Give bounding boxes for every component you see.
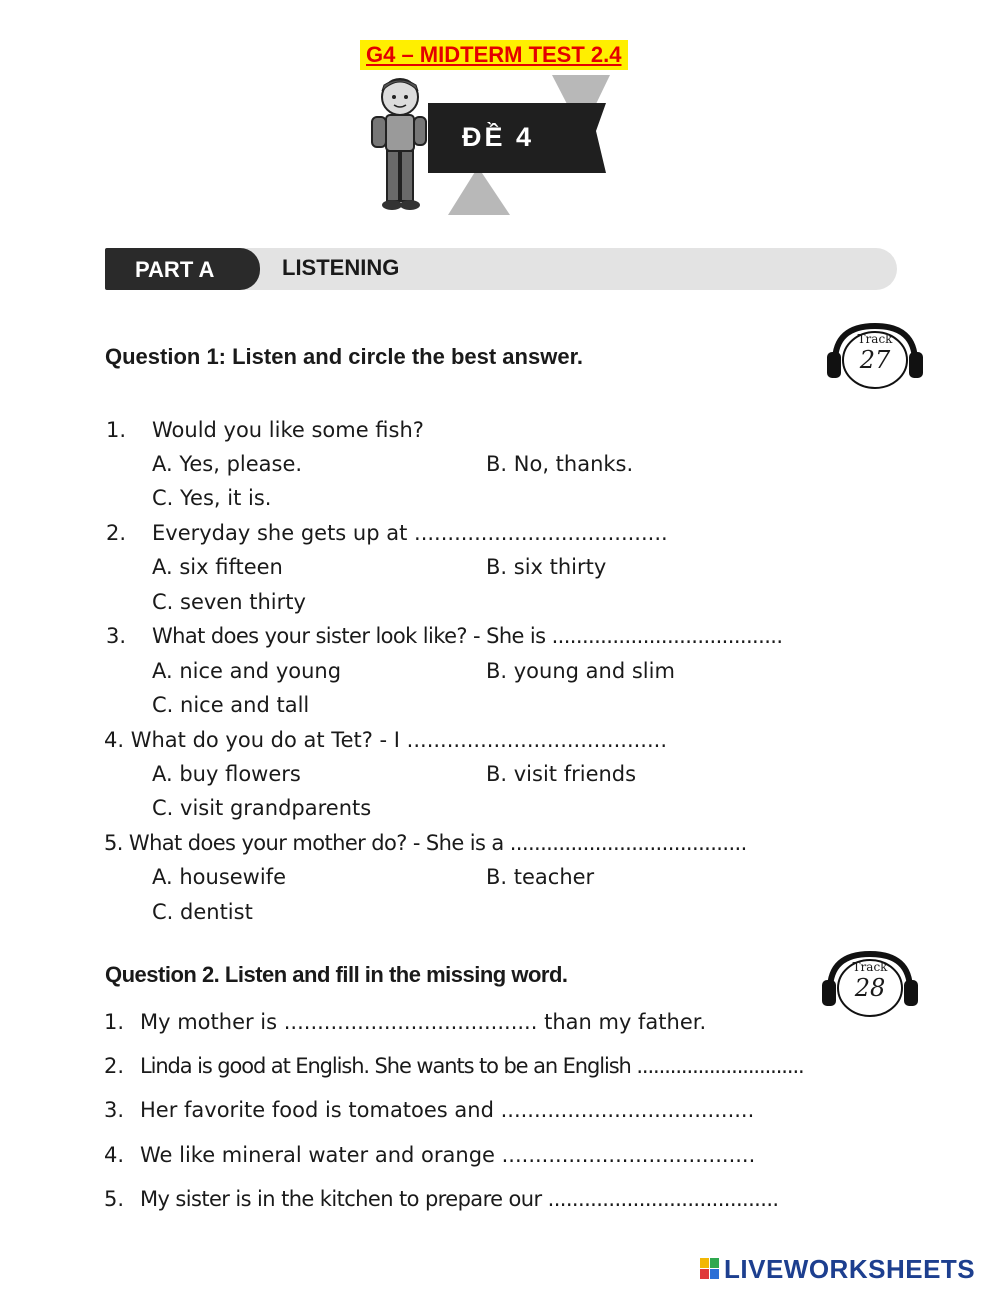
question1-heading: Question 1: Listen and circle the best answer. — [105, 344, 584, 369]
track-28-badge[interactable] — [820, 950, 920, 1020]
q1-item-text: 5. What does your mother do? - She is a ....................................... — [104, 831, 747, 855]
q2-item-number: 1. — [104, 1010, 125, 1034]
q1-item-number: 1. — [106, 418, 127, 442]
test-title: G4 – MIDTERM TEST 2.4 — [360, 40, 628, 70]
track-number: 27 — [859, 346, 891, 374]
q1-item-text: Everyday she gets up at ...................................... — [152, 521, 668, 545]
track-label: Track — [852, 960, 888, 974]
logo-text: LIVEWORKSHEETS — [724, 1253, 976, 1284]
track-number: 28 — [854, 974, 886, 1002]
q1-option[interactable]: B. six thirty — [486, 555, 607, 579]
q2-item-number: 5. — [104, 1187, 125, 1211]
track-label: Track — [857, 332, 893, 346]
q2-item-number: 2. — [104, 1054, 125, 1078]
q1-item-text: 4. What do you do at Tet? - I ....................................... — [104, 728, 668, 752]
q1-item-text: What does your sister look like? - She is ...................................... — [152, 624, 783, 648]
q1-option[interactable]: A. Yes, please. — [152, 452, 303, 476]
liveworksheets-logo[interactable] — [700, 1255, 975, 1283]
question2-heading: Question 2. Listen and fill in the missing word. — [105, 962, 568, 987]
q1-item-number: 3. — [106, 624, 127, 648]
q1-option[interactable]: C. Yes, it is. — [152, 486, 272, 510]
q1-option[interactable]: B. teacher — [486, 865, 595, 889]
q2-item-text[interactable]: We like mineral water and orange ...................................... — [140, 1143, 756, 1167]
q1-option[interactable]: C. seven thirty — [152, 590, 306, 614]
q2-item-text[interactable]: My sister is in the kitchen to prepare our ...................................... — [140, 1187, 779, 1211]
q1-option[interactable]: A. housewife — [152, 865, 286, 889]
q1-item-number: 2. — [106, 521, 127, 545]
boy-icon — [372, 79, 426, 210]
q1-option[interactable]: A. six fifteen — [152, 555, 283, 579]
q2-item-number: 4. — [104, 1143, 125, 1167]
q1-option[interactable]: B. No, thanks. — [486, 452, 634, 476]
q1-option[interactable]: A. buy flowers — [152, 762, 301, 786]
track-27-badge[interactable] — [825, 322, 925, 392]
q1-option[interactable]: A. nice and young — [152, 659, 342, 683]
q1-option[interactable]: C. nice and tall — [152, 693, 310, 717]
banner-title: ĐỀ 4 — [462, 122, 535, 152]
q2-item-text[interactable]: Her favorite food is tomatoes and ...................................... — [140, 1098, 755, 1122]
q1-option[interactable]: B. visit friends — [486, 762, 637, 786]
q2-item-text[interactable]: My mother is ...................................... than my father. — [140, 1010, 707, 1034]
part-tag: PART A — [105, 248, 260, 290]
part-name: LISTENING — [282, 255, 400, 280]
q1-item-text: Would you like some fish? — [152, 418, 424, 442]
q1-option[interactable]: B. young and slim — [486, 659, 675, 683]
liveworksheets-logo-icon — [700, 1258, 720, 1280]
q1-option[interactable]: C. visit grandparents — [152, 796, 372, 820]
q2-item-text[interactable]: Linda is good at English. She wants to be an English .............................. — [140, 1054, 804, 1078]
q1-option[interactable]: C. dentist — [152, 900, 253, 924]
q2-item-number: 3. — [104, 1098, 125, 1122]
